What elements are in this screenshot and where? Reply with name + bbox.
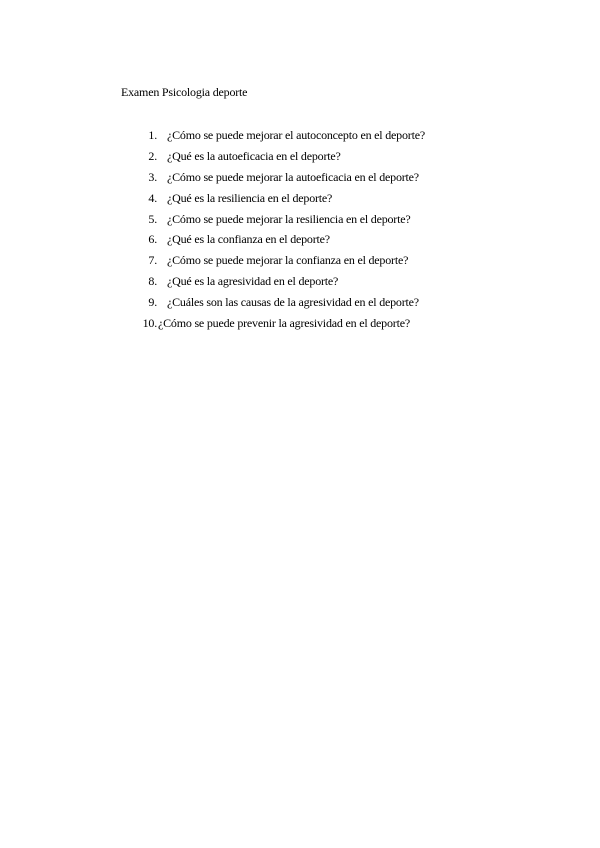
question-item [130,229,425,250]
question-text: ¿Cuáles son las causas de la agresividad en el deporte? [167,295,419,310]
question-text: ¿Cómo se puede prevenir la agresividad en el deporte? [158,316,410,331]
question-item [130,188,425,209]
question-item [130,167,425,188]
question-number: 5. [148,211,157,226]
question-number: 10. [142,316,157,331]
question-item [130,209,425,230]
question-number: 1. [148,128,157,142]
question-item [130,146,425,167]
question-number: 2. [148,148,157,163]
question-item [130,292,425,313]
question-text: ¿Cómo se puede mejorar la autoeficacia en el deporte? [167,169,419,184]
question-text: ¿Qué es la autoeficacia en el deporte? [167,148,341,163]
question-list [130,125,425,334]
document-title: Examen Psicologia deporte [121,85,248,99]
question-text: ¿Cómo se puede mejorar la confianza en el deporte? [167,253,409,268]
question-text: ¿Qué es la agresividad en el deporte? [167,274,339,289]
question-number: 9. [148,295,157,310]
question-item [130,313,425,334]
question-text: ¿Cómo se puede mejorar la resiliencia en el deporte? [167,211,411,226]
question-number: 4. [148,190,157,205]
question-number: 3. [148,169,157,184]
question-number: 6. [148,232,157,247]
question-item [130,250,425,271]
question-item [130,271,425,292]
question-text: ¿Cómo se puede mejorar el autoconcepto en el deporte? [167,128,425,142]
question-text: ¿Qué es la resiliencia en el deporte? [167,190,333,205]
question-text: ¿Qué es la confianza en el deporte? [167,232,330,247]
question-item [130,125,425,146]
question-number: 7. [148,253,157,268]
question-number: 8. [148,274,157,289]
